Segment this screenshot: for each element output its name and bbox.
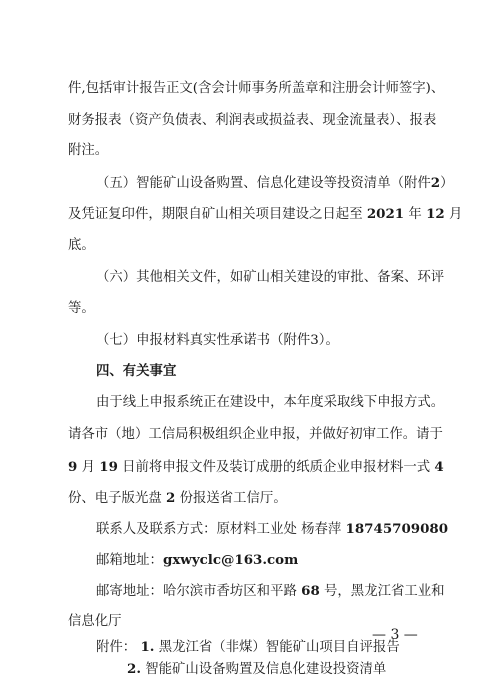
attachment-text: 黑龙江省（非煤）智能矿山项目自评报告 — [158, 640, 400, 655]
text-run: 19 — [99, 459, 118, 475]
text-run: 份报送省工信厅。 — [179, 491, 287, 506]
text-run: 月 — [448, 207, 463, 222]
attachment-text: 智能矿山设备购置及信息化建设投资清单 — [145, 662, 387, 677]
text-run: 4 — [434, 459, 444, 475]
mail-num: 68 — [301, 583, 320, 599]
email-label: 邮箱地址： — [96, 553, 163, 568]
paragraph-line: 附注。 — [68, 143, 109, 158]
mail-line-2: 信息化厅 — [68, 614, 122, 629]
attachment-line-1 — [96, 638, 400, 657]
attachment-line-2 — [127, 660, 386, 679]
item-5-line-1 — [96, 174, 453, 193]
text-run: 份、电子版光盘 — [68, 491, 162, 506]
attachment-num: 1. — [140, 639, 155, 655]
item-5-line-3: 底。 — [68, 238, 95, 253]
section-4-line-4 — [68, 489, 287, 508]
text-run: 2021 — [366, 206, 405, 222]
section-4-line-1: 由于线上申报系统正在建设中，本年度采取线下申报方式。 — [96, 395, 445, 410]
text-run: ） — [440, 176, 454, 191]
section-4-line-2: 请各市（地）工信局积极组织企业申报，并做好初审工作。请于 — [68, 427, 443, 442]
text-run: 日前将申报文件及装订成册的纸质企业申报材料一式 — [122, 460, 431, 475]
text-run: （五）智能矿山设备购置、信息化建设等投资清单（附件 — [96, 176, 431, 191]
contact-phone: 18745709080 — [345, 521, 449, 537]
text-run: 2 — [166, 490, 176, 506]
text-run: 2 — [430, 175, 441, 191]
paragraph-line: 件,包括审计报告正文(含会计师事务所盖章和注册会计师签字)、 — [68, 81, 445, 96]
attachment-num: 2. — [127, 661, 141, 677]
mail-rest: 号，黑龙江省工业和 — [324, 584, 445, 599]
item-6-line-1: （六）其他相关文件，如矿山相关建设的审批、备案、环评 — [96, 270, 445, 285]
mail-line-1 — [96, 582, 445, 601]
section-4-line-3 — [68, 458, 444, 477]
section-4-title: 四、有关事宜 — [96, 363, 177, 379]
text-run: 年 — [408, 207, 422, 222]
text-run: 月 — [81, 460, 95, 475]
text-run: 12 — [426, 206, 445, 222]
contact-label: 联系人及联系方式：原材料工业处 杨春萍 — [96, 522, 346, 537]
item-7-line: （七）申报材料真实性承诺书（附件3）。 — [96, 333, 339, 348]
mail-label: 邮寄地址：哈尔滨市香坊区和平路 — [96, 584, 297, 599]
paragraph-line: 财务报表（资产负债表、利润表或损益表、现金流量表）、报表 — [68, 113, 437, 128]
item-5-line-2 — [68, 205, 462, 224]
email-value: gxwyclc@163.com — [162, 552, 299, 568]
email-line — [96, 551, 298, 570]
text-run: 及凭证复印件，期限自矿山相关项目建设之日起至 — [68, 207, 363, 222]
item-6-line-2: 等。 — [68, 301, 95, 316]
text-run: 9 — [68, 459, 78, 475]
contact-line — [96, 520, 448, 539]
attachment-label: 附件： — [96, 640, 137, 655]
page-number: — 3 — — [372, 627, 418, 643]
